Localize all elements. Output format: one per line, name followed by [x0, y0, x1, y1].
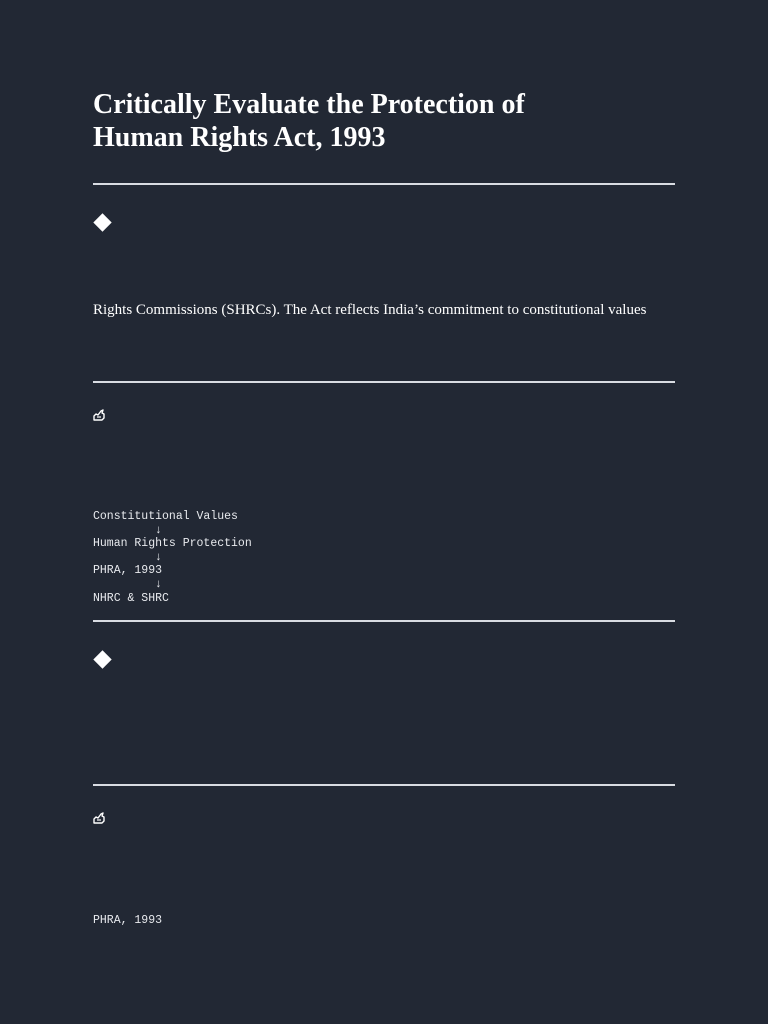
flow-diagram — [93, 510, 252, 605]
writing-hand-icon — [93, 409, 106, 421]
page-title — [93, 88, 675, 154]
flow-step: PHRA, 1993 — [93, 564, 163, 578]
title-line-1: Critically Evaluate the Protection of — [93, 89, 525, 120]
flow-arrow-icon: ↓ — [155, 577, 162, 591]
flow-step: Constitutional Values — [93, 510, 238, 523]
divider — [93, 381, 675, 383]
document-page — [93, 0, 675, 1024]
diamond-icon — [93, 213, 111, 231]
diamond-icon — [93, 650, 111, 668]
divider — [93, 620, 675, 622]
flow-step: Human Rights Protection — [93, 537, 252, 551]
title-line-2: Human Rights Act, 1993 — [93, 122, 386, 153]
flow-arrow-icon: ↓ — [155, 550, 162, 564]
section-paragraph: Rights Commissions (SHRCs). The Act reflects India’s commitment to constitutional values — [93, 302, 647, 318]
flow-arrow-icon: ↓ — [155, 523, 162, 537]
divider — [93, 784, 675, 786]
section-code-text: PHRA, 1993 — [93, 914, 163, 927]
writing-hand-icon — [93, 812, 106, 824]
flow-step: NHRC & SHRC — [93, 591, 169, 605]
divider — [93, 183, 675, 185]
